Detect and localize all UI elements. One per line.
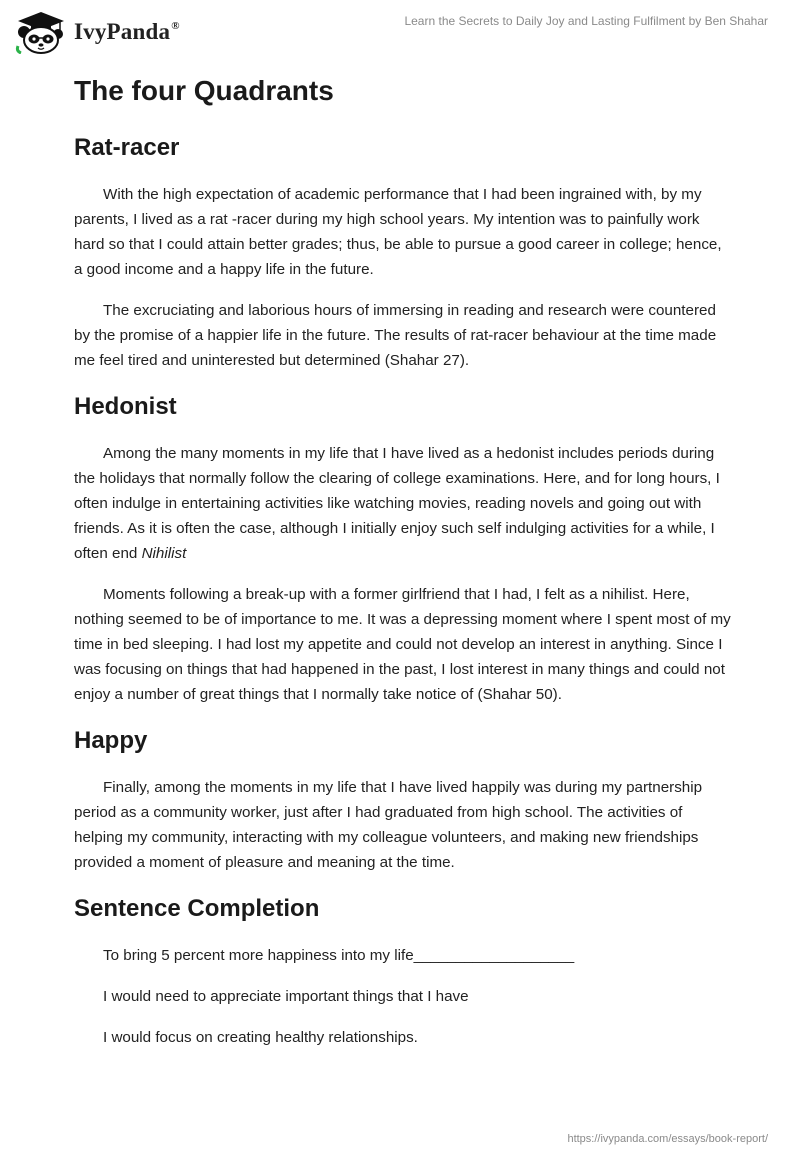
logo-wordmark: IvyPanda® <box>74 19 180 44</box>
sentence-line: I would focus on creating healthy relationships. <box>103 1029 418 1046</box>
panda-graduate-icon <box>14 10 68 54</box>
page-header <box>0 0 800 64</box>
document-title: Learn the Secrets to Daily Joy and Lasting Fulfilment by Ben Shahar <box>404 14 768 28</box>
paragraph: Among the many moments in my life that I have lived as a hedonist includes periods during the holidays that normally follow the clearing of college examinations. Here, and for long hours, I often indulge in entertaining activities like watching movies, reading novels and going out with friends. As it is often the case, although I initially enjoy such self indulging activities for a while, I often end Nihilist <box>74 445 720 562</box>
ivypanda-logo[interactable] <box>14 10 180 54</box>
page-title: The four Quadrants <box>74 75 334 106</box>
paragraph: The excruciating and laborious hours of immersing in reading and research were countered by the promise of a happier life in the future. The results of rat-racer behaviour at the time made me feel tired and uninterested but determined (Shahar 27). <box>74 302 717 369</box>
paragraph: With the high expectation of academic performance that I had been ingrained with, by my parents, I lived as a rat -racer during my high school years. My intention was to painfully work hard so that I could attain better grades; thus, be able to pursue a good career in college; hence, a good income and a happy life in the future. <box>74 186 722 278</box>
paragraph: Finally, among the moments in my life that I have lived happily was during my partnership period as a community worker, just after I had graduated from high school. The activities of helping my community, interacting with my colleague volunteers, and making new friendships provided a moment of pleasure and meaning at the time. <box>74 779 703 871</box>
heading-happy: Happy <box>74 727 148 754</box>
paragraph: Moments following a break-up with a former girlfriend that I had, I felt as a nihilist. Here, nothing seemed to be of importance to me. It was a depressing moment where I spent most of my time in bed sleeping. I had lost my appetite and could not develop an interest in anything. Since I was focusing on things that had happened in the past, I lost interest in many things and could not enjoy a number of great things that I normally take notice of (Shahar 50). <box>74 586 731 703</box>
nihilist-italic: Nihilist <box>141 545 187 562</box>
heading-rat-racer: Rat-racer <box>74 134 180 161</box>
heading-sentence-completion: Sentence Completion <box>74 895 320 922</box>
heading-hedonist: Hedonist <box>74 393 177 420</box>
sentence-line: To bring 5 percent more happiness into my life___________________ <box>103 947 575 964</box>
essay-content <box>74 72 734 1050</box>
sentence-line: I would need to appreciate important things that I have <box>103 988 469 1005</box>
footer-url-link[interactable]: https://ivypanda.com/essays/book-report/ <box>567 1133 768 1145</box>
